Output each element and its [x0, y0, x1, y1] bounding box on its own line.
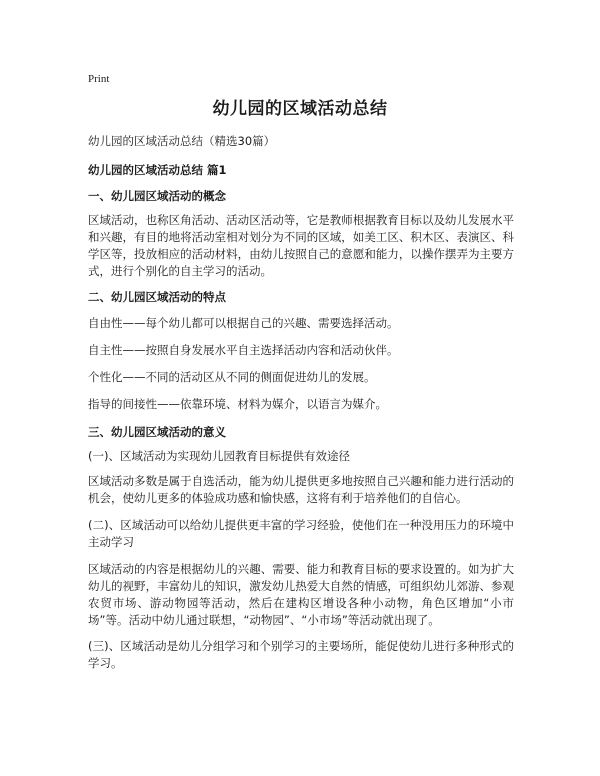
print-link[interactable]: Print — [88, 73, 110, 85]
paragraph-significance-3-title: (三)、区域活动是幼儿分组学习和个别学习的主要场所，能促使幼儿进行多种形式的学习。 — [88, 639, 514, 670]
paragraph-significance-1-title: (一)、区域活动为实现幼儿园教育目标提供有效途径 — [88, 449, 350, 463]
article-heading: 幼儿园的区域活动总结 篇1 — [88, 163, 227, 177]
document-subtitle: 幼儿园的区域活动总结（精选30篇） — [88, 134, 276, 148]
paragraph-feature-freedom: 自由性——每个幼儿都可以根据自己的兴趣、需要选择活动。 — [88, 316, 399, 330]
paragraph-significance-2-title: (二)、区域活动可以给幼儿提供更丰富的学习经验，使他们在一种没用压力的环境中主动学习 — [88, 518, 514, 549]
paragraph-concept: 区域活动，也称区角活动、活动区活动等，它是教师根据教育目标以及幼儿发展水平和兴趣，有目的地将活动室相对划分为不同的区域，如美工区、积木区、表演区、科学区等，投放相应的活动材料，由幼儿按照自己的意愿和能力，以操作摆弄为主要方式，进行个别化的自主学习的活动。 — [88, 213, 514, 278]
paragraph-feature-indirect-guidance: 指导的间接性——依靠环境、材料为媒介，以语言为媒介。 — [88, 397, 387, 411]
section-heading-concept: 一、幼儿园区域活动的概念 — [88, 189, 226, 203]
section-heading-features: 二、幼儿园区域活动的特点 — [88, 290, 226, 304]
paragraph-significance-2-body: 区域活动的内容是根据幼儿的兴趣、需要、能力和教育目标的要求设置的。如为扩大幼儿的视野，丰富幼儿的知识，激发幼儿热爱大自然的情感，可组织幼儿郊游、参观农贸市场、游动物园等活动，然后在建构区增设各种小动物，角色区增加“小市场”等。活动中幼儿通过联想，“动物园”、“小市场”等活动就出现了。 — [88, 562, 514, 627]
paragraph-feature-autonomy: 自主性——按照自身发展水平自主选择活动内容和活动伙伴。 — [88, 343, 399, 357]
document-title: 幼儿园的区域活动总结 — [212, 99, 388, 119]
paragraph-significance-1-body: 区域活动多数是属于自选活动，能为幼儿提供更多地按照自己兴趣和能力进行活动的机会，使幼儿更多的体验成功感和愉快感，这将有利于培养他们的自信心。 — [88, 474, 514, 505]
section-heading-significance: 三、幼儿园区域活动的意义 — [88, 425, 226, 439]
paragraph-feature-individuality: 个性化——不同的活动区从不同的侧面促进幼儿的发展。 — [88, 370, 376, 384]
